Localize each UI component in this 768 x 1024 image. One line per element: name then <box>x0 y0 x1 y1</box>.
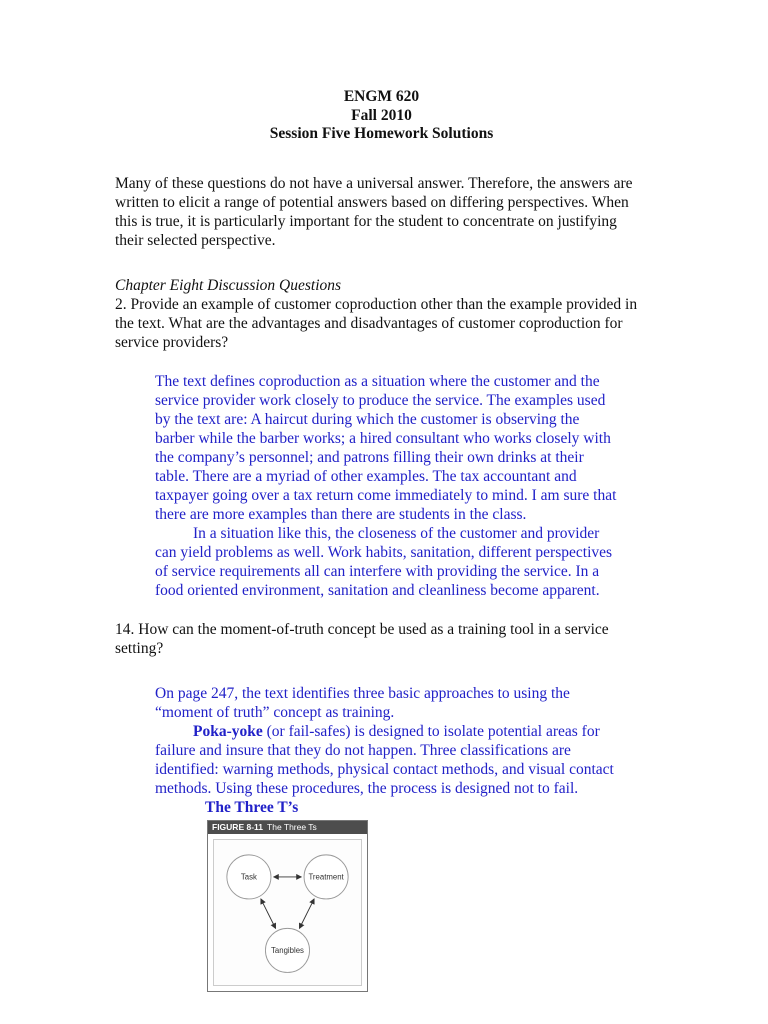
title-line-session: Session Five Homework Solutions <box>269 125 494 142</box>
connector-task-tangibles <box>261 898 276 927</box>
answer-2 <box>155 372 618 600</box>
three-ts-diagram <box>214 840 361 980</box>
figure-8-11 <box>207 820 368 992</box>
node-task-label: Task <box>240 872 257 882</box>
question-14: 14. How can the moment-of-truth concept be used as a training tool in a service setting? <box>115 620 609 657</box>
figure-label: FIGURE 8-11 <box>212 821 264 832</box>
figure-caption: The Three Ts <box>267 821 317 832</box>
node-treatment-label: Treatment <box>308 872 344 882</box>
node-tangibles <box>265 928 309 972</box>
answer-2-paragraph-2: In a situation like this, the closeness of the customer and provider can yield problems as well. Work habits, sanitation, different perspectives of service requirements all can interfere with providing the service. In a food oriented environment, sanitation and cleanliness become apparent. <box>155 524 613 599</box>
title-line-term: Fall 2010 <box>351 106 412 124</box>
node-tangibles-label: Tangibles <box>271 945 304 955</box>
chapter-heading: Chapter Eight Discussion Questions <box>115 276 342 294</box>
answer-14 <box>155 684 618 798</box>
answer-14-paragraph-2 <box>155 722 618 798</box>
answer-2-paragraph-1: The text defines coproduction as a situation where the customer and the service provider work closely to produce the service. The examples used by the text are: A haircut during which the customer is observing the barber while the barber works; a hired consultant who works closely with the company’s personnel; and patrons filling their own drinks at their table. There are a myriad of other examples. The tax accountant and taxpayer going over a tax return come immediately to mind. I am sure that there are more examples than there are students in the class. <box>155 372 617 523</box>
poka-yoke-rest: (or fail-safes) is designed to isolate potential areas for failure and insure that they do not happen. Three classifications are identified: warning methods, physical contact methods, and visual contact methods. Using these procedures, the process is designed not to fail. <box>155 722 614 797</box>
three-ts-heading: The Three T’s <box>205 798 299 816</box>
poka-yoke-term: Poka-yoke <box>193 722 263 740</box>
document-title-block <box>115 88 648 144</box>
title-line-course: ENGM 620 <box>343 88 420 105</box>
answer-14-paragraph-1: On page 247, the text identifies three basic approaches to using the “moment of truth” concept as training. <box>155 684 570 721</box>
connector-treatment-tangibles <box>299 898 314 927</box>
spacer <box>115 658 648 684</box>
spacer <box>115 352 648 372</box>
figure-body <box>208 834 367 991</box>
figure-header <box>208 821 367 834</box>
intro-paragraph: Many of these questions do not have a universal answer. Therefore, the answers are written to elicit a range of potential answers based on differing perspectives. When this is true, it is particularly important for the student to concentrate on justifying their selected perspective. <box>115 174 633 249</box>
figure-diagram-area <box>213 839 362 986</box>
spacer <box>115 250 648 276</box>
node-task <box>227 854 271 898</box>
question-2: 2. Provide an example of customer coproduction other than the example provided in the text. What are the advantages and disadvantages of customer coproduction for service providers? <box>115 295 638 351</box>
spacer <box>115 600 648 620</box>
node-treatment <box>304 854 348 898</box>
